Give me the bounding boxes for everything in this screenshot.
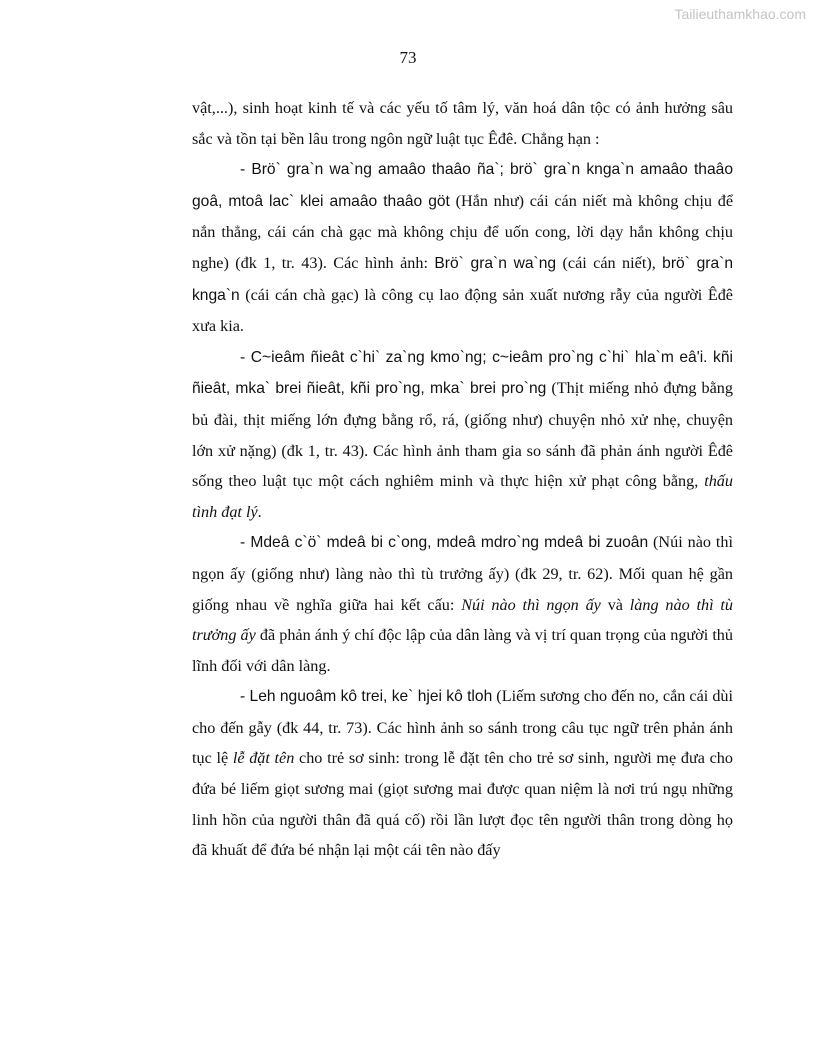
paragraph-intro [192, 93, 733, 154]
document-body [192, 93, 733, 866]
ede-quote: - C~ieâm ñieât c`hi` za`ng kmo`ng; c~ieâm pro`ng c`hi` hla`m eâ'i. kñi ñieât, mka` brei ñieât, kñi pro`ng, mka` brei pro`ng [192, 348, 733, 398]
watermark-text: Tailieuthamkhao.com [674, 6, 806, 22]
page-number: 73 [399, 48, 417, 67]
ede-quote: - Mdeâ c`ö` mdeâ bi c`ong, mdeâ mdro`ng mdeâ bi zuoân [240, 534, 649, 552]
paragraph-text: và [600, 595, 630, 614]
paragraph-text: (Núi nào thì ngọn ấy (giống như) làng nào thì tù trưởng ấy) (đk 29, tr. 62). Mối quan hệ gần giống nhau về nghĩa giữa hai kết cấu: [192, 533, 733, 614]
paragraph-example-4 [192, 681, 733, 866]
ede-quote: - Brö` gra`n wa`ng amaâo thaâo ña`; brö` gra`n knga`n amaâo thaâo goâ, mtoâ lac` klei amaâo thaâo göt [192, 161, 733, 210]
ede-quote: Brö` gra`n wa`ng [434, 254, 557, 272]
paragraph-example-3 [192, 527, 733, 681]
paragraph-text: (cái cán chà gạc) là công cụ lao động sản xuất nương rẫy của người Êđê xưa kia. [192, 285, 733, 336]
italic-phrase: thấu tình đạt lý [192, 472, 733, 521]
paragraph-text: (Liếm sương cho đến no, cắn cái dùi cho đến gẫy (đk 44, tr. 73). Các hình ảnh so sánh trong câu tục ngữ trên phản ánh tục lệ [192, 687, 733, 768]
paragraph-text: (Thịt miếng nhỏ đựng bằng bủ đài, thịt miếng lớn đựng bằng rổ, rá, (giống như) chuyện nhỏ xử nhẹ, chuyện lớn xử nặng) (đk 1, tr. 43). Các hình ảnh tham gia so sánh đã phản ánh người Êđê sống theo luật tục một cách nghiêm minh và thực hiện xử phạt công bằng, [192, 379, 733, 491]
paragraph-text: (Hắn như) cái cán niết mà không chịu để nắn thẳng, cái cán chà gạc mà không chịu để uốn cong, lời dạy hắn không chịu nghe) (đk 1, tr. 43). Các hình ảnh: [192, 191, 733, 272]
ede-quote: brö` gra`n knga`n [192, 254, 734, 304]
paragraph-text: vật,...), sinh hoạt kinh tế và các yếu tố tâm lý, văn hoá dân tộc có ảnh hưởng sâu sắc và tồn tại bền lâu trong ngôn ngữ luật tục Êđê. Chẳng hạn : [192, 99, 733, 148]
italic-phrase: làng nào thì tù trưởng ấy [192, 595, 733, 645]
paragraph-text: đã phản ánh ý chí độc lập của dân làng và vị trí quan trọng của người thủ lĩnh đối với dân làng. [192, 626, 733, 675]
paragraph-text: . [257, 502, 262, 521]
paragraph-example-2 [192, 342, 733, 528]
paragraph-text: cho trẻ sơ sinh: trong lễ đặt tên cho trẻ sơ sinh, người mẹ đưa cho đứa bé liếm giọt sương mai (giọt sương mai được quan niệm là nơi trú ngụ những linh hồn của người thân đã quá cố) rồi lần lượt đọc tên người thân trong dòng họ đã khuất để đứa bé nhận lại một cái tên nào đấy [192, 749, 733, 860]
ede-quote: - Leh nguoâm kô trei, ke` hjei kô tloh [240, 688, 493, 706]
italic-phrase: lễ đặt tên [232, 749, 295, 768]
paragraph-text: (cái cán niết), [556, 253, 663, 272]
italic-phrase: Núi nào thì ngọn ấy [461, 595, 601, 614]
paragraph-example-1 [192, 154, 733, 342]
